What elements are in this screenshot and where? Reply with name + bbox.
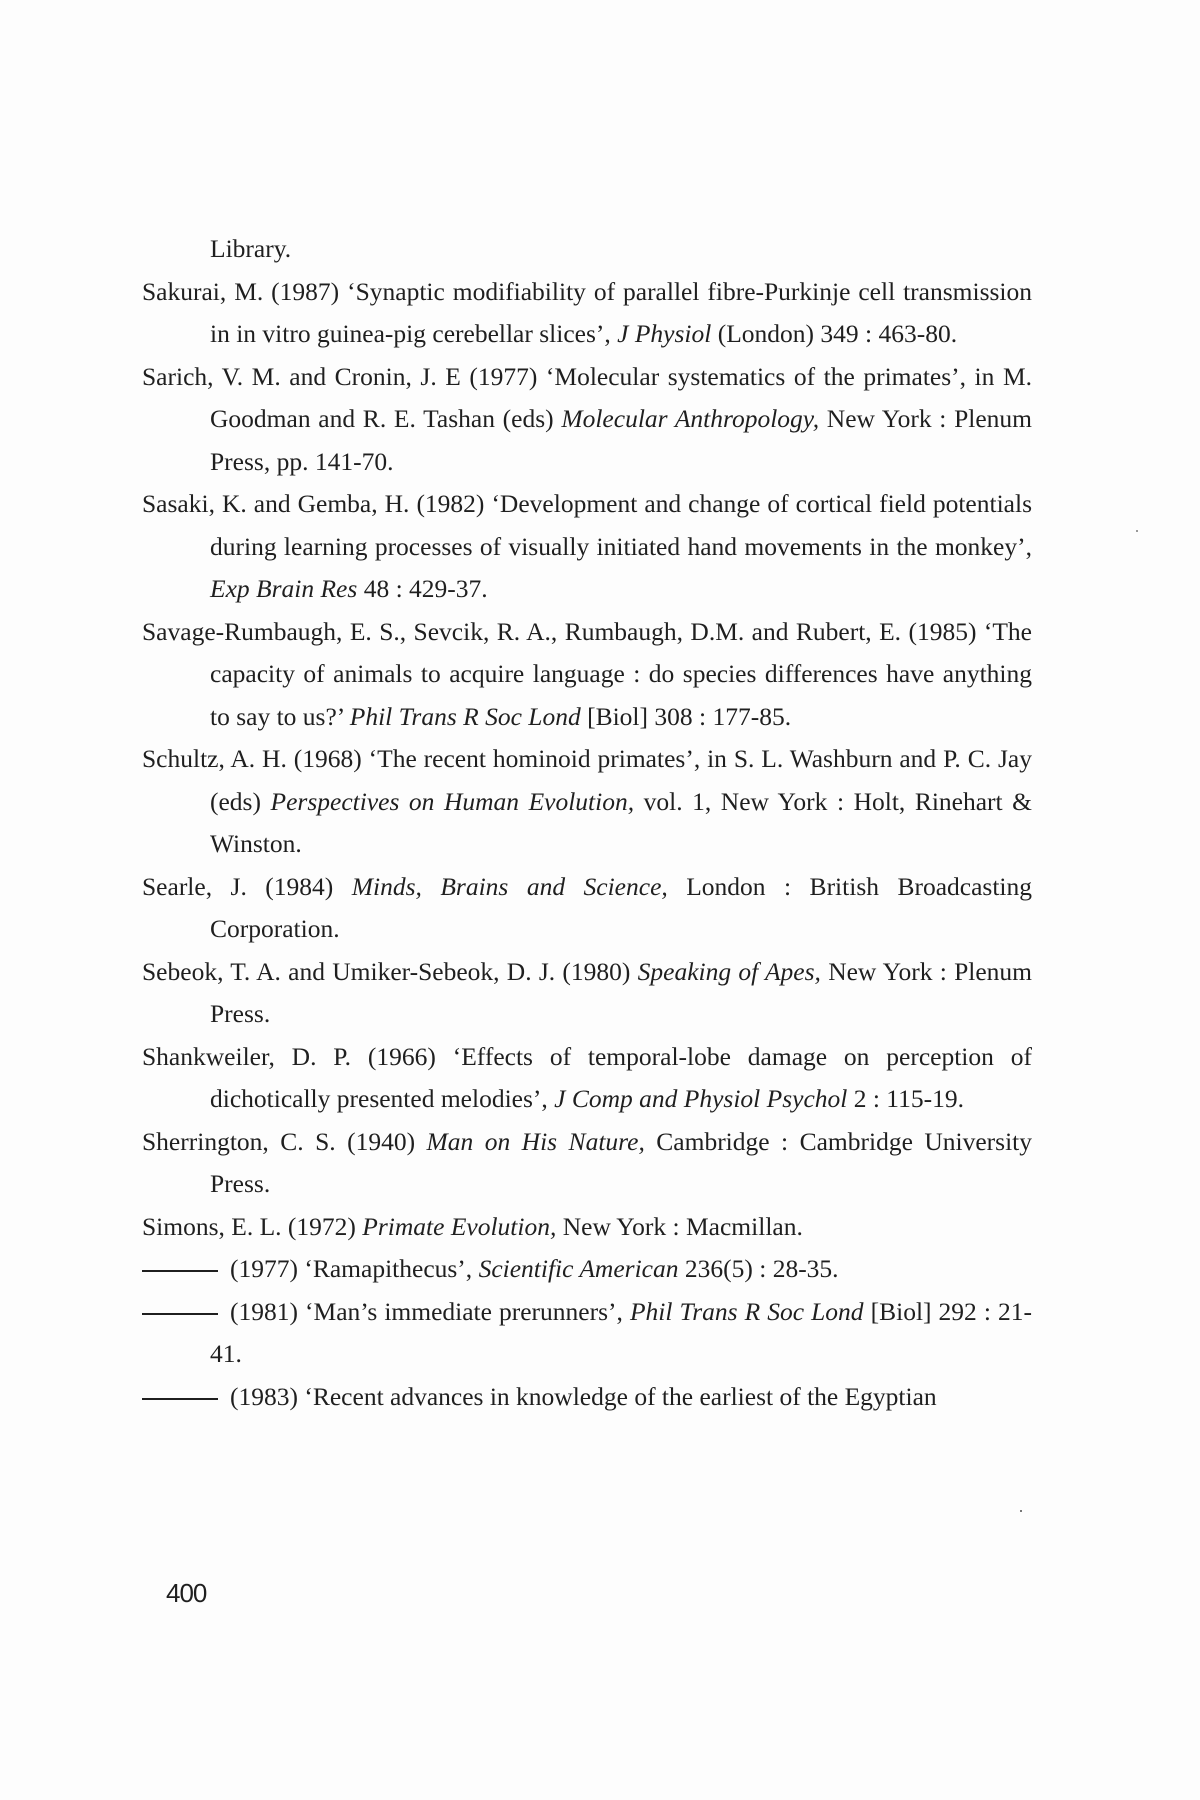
reference-details: (London) 349 : 463-80. <box>711 319 958 348</box>
reference-details: [Biol] 308 : 177-85. <box>580 701 792 731</box>
reference-text: Sherrington, C. S. (1940) <box>142 1126 427 1156</box>
reference-details: 236(5) : 28-35. <box>678 1254 839 1283</box>
ditto-dash <box>142 1313 218 1315</box>
reference-entry <box>142 271 1032 356</box>
reference-entry-ditto <box>142 1291 1032 1376</box>
reference-details: [Biol] 292 : 21-41. <box>210 1296 1032 1368</box>
reference-source-title: Molecular Anthropology, <box>561 404 820 433</box>
reference-source-title: Phil Trans R Soc Lond <box>349 701 581 731</box>
reference-details: 2 : 115-19. <box>847 1084 964 1113</box>
reference-text: Shankweiler, D. P. (1966) ‘Effects of temporal-lobe damage on perception of dichotically presented melodies’, <box>142 1041 1032 1113</box>
reference-entry <box>142 483 1032 611</box>
reference-details: 48 : 429-37. <box>357 574 488 603</box>
ditto-dash <box>142 1398 218 1400</box>
reference-entry <box>142 356 1032 484</box>
reference-text: (1983) ‘Recent advances in knowledge of the earliest of the Egyptian <box>230 1381 937 1411</box>
reference-source-title: Perspectives on Human Evolution, <box>270 786 635 816</box>
reference-details: New York : Macmillan. <box>556 1211 803 1241</box>
reference-entry <box>142 1036 1032 1121</box>
reference-text: Savage-Rumbaugh, E. S., Sevcik, R. A., Rumbaugh, D.M. and Rubert, E. (1985) ‘The capacity of animals to acquire language : do species differences have anything to say to us?’ <box>142 616 1032 731</box>
reference-text: (1977) ‘Ramapithecus’, <box>230 1254 479 1283</box>
reference-details: New York : Plenum Press. <box>210 956 1032 1028</box>
reference-source-title: Minds, Brains and Science, <box>351 871 668 901</box>
reference-list <box>142 228 1032 1418</box>
page-number: 400 <box>166 1578 207 1608</box>
reference-entry <box>142 1206 1032 1249</box>
reference-details: vol. 1, New York : Holt, Rinehart & Winston. <box>210 786 1032 858</box>
reference-text: Searle, J. (1984) <box>142 871 352 901</box>
reference-text: Sasaki, K. and Gemba, H. (1982) ‘Development and change of cortical field potentials during learning processes of visually initiated hand movements in the monkey’, <box>142 489 1032 561</box>
reference-source-title: Phil Trans R Soc Lond <box>629 1296 864 1326</box>
reference-source-title: Scientific American <box>478 1254 679 1283</box>
reference-continuation <box>142 228 1032 271</box>
reference-entry <box>142 611 1032 739</box>
scan-speck <box>1136 530 1138 532</box>
reference-entry <box>142 738 1032 866</box>
reference-details: London : British Broadcasting Corporation. <box>210 871 1032 943</box>
reference-source-title: Exp Brain Res <box>210 574 358 603</box>
reference-text: Simons, E. L. (1972) <box>142 1211 363 1241</box>
reference-text: Schultz, A. H. (1968) ‘The recent hominoid primates’, in S. L. Washburn and P. C. Jay (eds) <box>142 744 1032 816</box>
reference-details: Cambridge : Cambridge University Press. <box>210 1126 1032 1198</box>
reference-entry <box>142 1121 1032 1206</box>
reference-text: Sebeok, T. A. and Umiker-Sebeok, D. J. (1980) <box>142 956 638 986</box>
reference-entry-ditto <box>142 1248 1032 1291</box>
ditto-dash <box>142 1270 218 1272</box>
scan-speck <box>1020 1510 1022 1512</box>
reference-entry <box>142 866 1032 951</box>
reference-text: Sakurai, M. (1987) ‘Synaptic modifiability of parallel fibre-Purkinje cell transmission in in vitro guinea-pig cerebellar slices’, <box>142 276 1032 348</box>
reference-source-title: J Physiol <box>617 319 712 348</box>
reference-text: Sarich, V. M. and Cronin, J. E (1977) ‘Molecular systematics of the primates’, in M. Goodman and R. E. Tashan (eds) <box>142 361 1032 433</box>
reference-text: (1981) ‘Man’s immediate prerunners’, <box>230 1296 630 1326</box>
reference-text: Library. <box>210 234 292 263</box>
reference-entry-ditto <box>142 1376 1032 1419</box>
reference-source-title: Primate Evolution, <box>362 1211 557 1241</box>
reference-source-title: Man on His Nature, <box>426 1126 645 1156</box>
reference-source-title: J Comp and Physiol Psychol <box>554 1084 848 1113</box>
reference-source-title: Speaking of Apes, <box>637 956 821 986</box>
reference-details: New York : Plenum Press, pp. 141-70. <box>210 404 1032 476</box>
reference-entry <box>142 951 1032 1036</box>
